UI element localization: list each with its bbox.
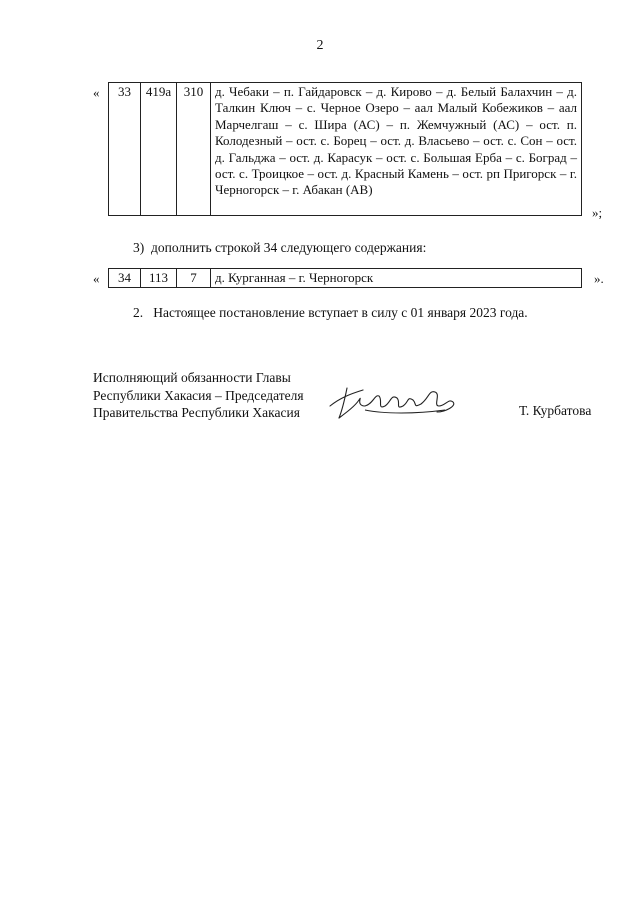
row-number-cell: 34 [109, 269, 141, 288]
handwritten-signature [325, 376, 465, 426]
route-table-33 [108, 82, 582, 216]
route-number-cell: 113 [141, 269, 177, 288]
signatory-title-line: Исполняющий обязанности Главы [93, 370, 291, 385]
signatory-title [93, 369, 304, 422]
route-number-cell: 419а [141, 83, 177, 216]
code-cell: 7 [177, 269, 211, 288]
table-row [109, 83, 582, 216]
open-quote: « [93, 85, 100, 100]
page-number: 2 [316, 38, 324, 53]
open-quote: « [93, 271, 100, 286]
table-row [109, 269, 582, 288]
signatory-title-line: Республики Хакасия – Председателя [93, 387, 304, 403]
route-description-cell: д. Чебаки – п. Гайдаровск – д. Кирово – д. Белый Балахчин – д. Талкин Ключ – с. Черное Озеро – аал Малый Кобежиков – аал Марчелгаш – с. Шира (АС) – п. Жемчужный (АС) – ост. п. Колодезный – ост. с. Борец – ост. д. Власьево – ост. с. Сон – ост. д. Гальджа – ост. д. Карасук – ост. с. Большая Ерба – с. Боград – ост. с. Троицкое – ост. д. Красный Камень – ост. рп Пригорск – г. Черногорск – г. Абакан (АВ) [211, 83, 582, 216]
close-quote: ». [594, 271, 604, 286]
item-3-text: 3) дополнить строкой 34 следующего содержания: [133, 240, 427, 255]
signatory-name: Т. Курбатова [519, 403, 592, 418]
route-description-cell: д. Курганная – г. Черногорск [211, 269, 582, 288]
signatory-title-line: Правительства Республики Хакасия [93, 405, 300, 420]
row-number-cell: 33 [109, 83, 141, 216]
item-2-text: 2. Настоящее постановление вступает в силу с 01 января 2023 года. [133, 305, 528, 320]
route-table-34 [108, 268, 582, 288]
close-quote: »; [592, 205, 603, 220]
code-cell: 310 [177, 83, 211, 216]
